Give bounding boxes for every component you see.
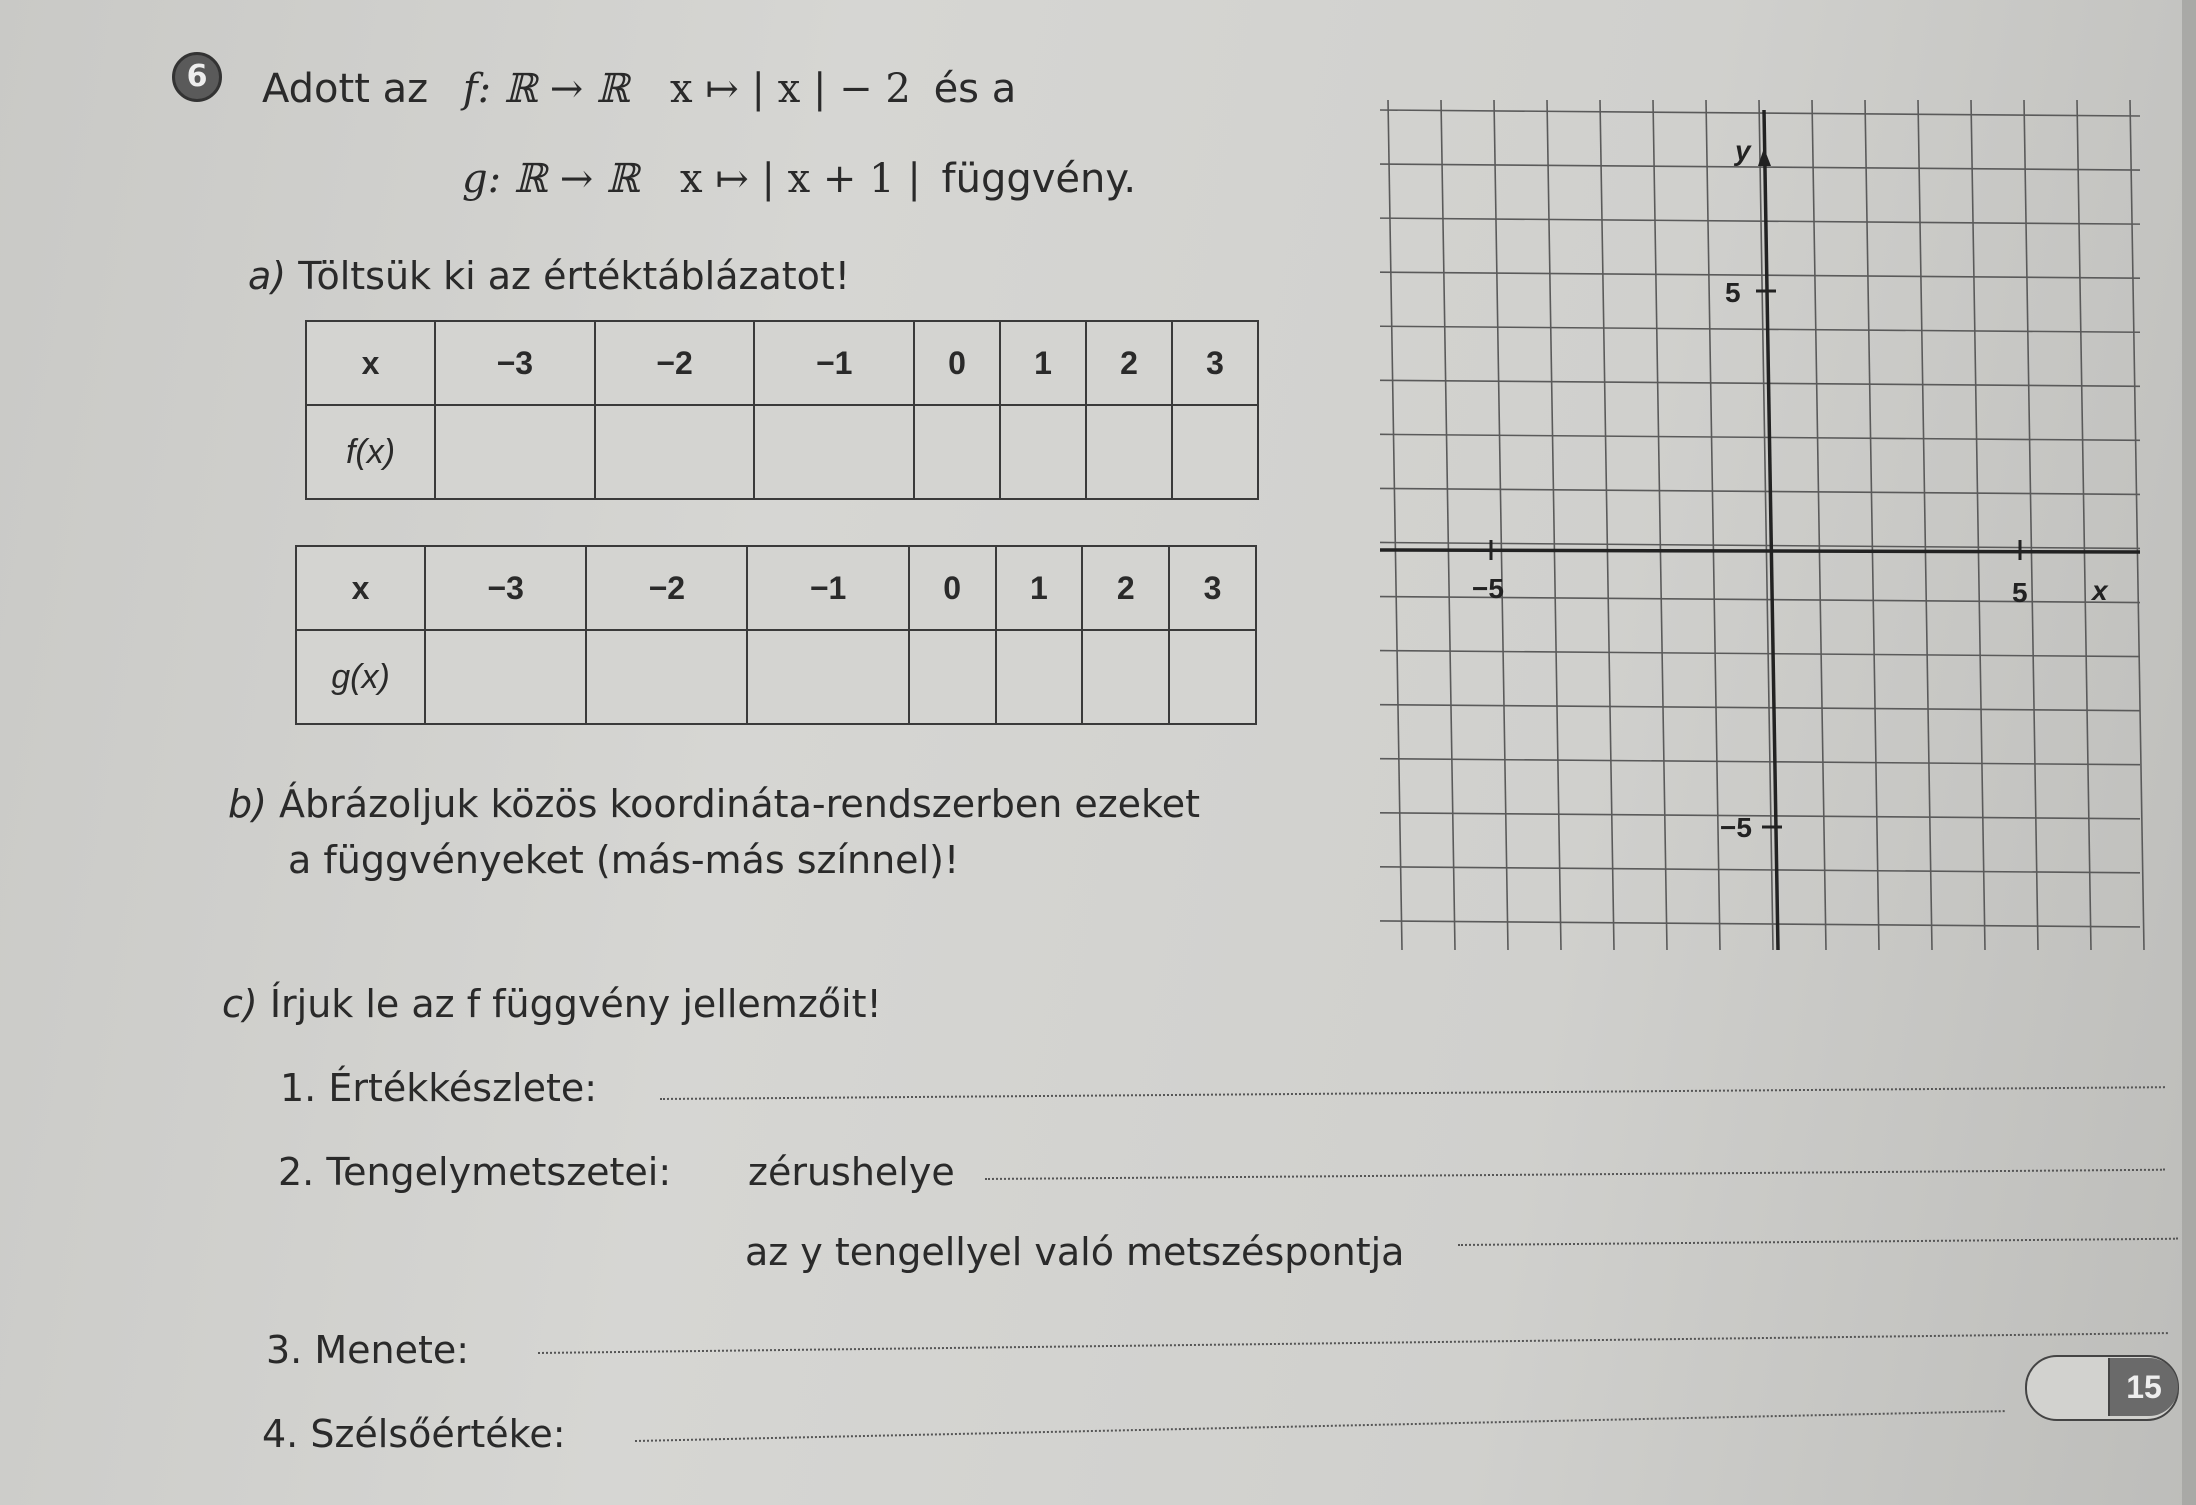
grid-vertical-line [1494, 100, 1508, 950]
item-intercepts-label: 2. Tengelymetszetei: [278, 1150, 672, 1194]
part-b-line-1 [228, 782, 1200, 826]
grid-horizontal-line [1380, 326, 2140, 332]
answer-line-extremum[interactable] [635, 1410, 2005, 1442]
table-g-header-cell: −1 [747, 546, 908, 630]
table-f-value-cell[interactable] [1000, 405, 1086, 499]
exercise-line-1 [262, 66, 1016, 112]
grid-vertical-line [1388, 100, 1402, 950]
table-g-header-cell: −2 [586, 546, 747, 630]
grid-horizontal-line [1380, 921, 2140, 927]
grid-horizontal-line [1380, 759, 2140, 765]
table-g-header-cell: 0 [909, 546, 996, 630]
line2-func: g: ℝ → ℝ [462, 156, 640, 202]
answer-line-y-intercept[interactable] [1458, 1238, 2178, 1246]
grid-vertical-line [1706, 100, 1720, 950]
table-g-header-cell: 1 [996, 546, 1083, 630]
table-g-value-cell[interactable] [1169, 630, 1256, 724]
grid-horizontal-line [1380, 380, 2140, 386]
table-f-value-cell[interactable] [595, 405, 755, 499]
table-f-header-x: x [306, 321, 435, 405]
table-f-header-cell: −1 [754, 321, 914, 405]
exercise-number-badge: 6 [172, 52, 222, 102]
grid-horizontal-line [1380, 488, 2140, 494]
item-extremum-label: 4. Szélsőértéke: [262, 1412, 566, 1456]
table-g-value-cell[interactable] [909, 630, 996, 724]
table-g-header-x: x [296, 546, 425, 630]
table-g-value-cell[interactable] [586, 630, 747, 724]
y-axis-label: y [1735, 135, 1751, 166]
line1-suffix: és a [933, 66, 1017, 112]
grid-vertical-line [2024, 100, 2038, 950]
grid-vertical-line [1441, 100, 1455, 950]
table-f-value-cell[interactable] [754, 405, 914, 499]
line1-func: f: ℝ → ℝ [462, 66, 630, 112]
item-monotonicity-label: 3. Menete: [266, 1328, 470, 1372]
grid-horizontal-line [1380, 542, 2140, 548]
table-f-header-cell: 1 [1000, 321, 1086, 405]
part-a-label: a) [248, 254, 287, 298]
line2-rule: x ↦ | x + 1 | [679, 156, 921, 202]
x-axis [1380, 550, 2140, 552]
x-tick-5: 5 [2012, 577, 2028, 608]
x-axis-label: x [2092, 575, 2108, 606]
table-f-row-label: f(x) [306, 405, 435, 499]
table-f-header-cell: −3 [435, 321, 595, 405]
page-number: 15 [2108, 1358, 2178, 1416]
exercise-line-2 [462, 156, 1136, 202]
grid-vertical-line [1971, 100, 1985, 950]
table-g-value-cell[interactable] [996, 630, 1083, 724]
table-f-value-cell[interactable] [1172, 405, 1258, 499]
answer-line-value-range[interactable] [660, 1086, 2165, 1100]
item-value-range-label: 1. Értékkészlete: [280, 1066, 598, 1110]
grid-vertical-line [2077, 100, 2091, 950]
part-b-line-2: a függvényeket (más-más színnel)! [288, 838, 960, 882]
table-g-header-cell: 2 [1082, 546, 1169, 630]
y-tick-neg5: −5 [1720, 812, 1752, 843]
part-c-label: c) [222, 982, 258, 1026]
grid-vertical-line [1918, 100, 1932, 950]
part-c-text: Írjuk le az f függvény jellemzőit! [269, 982, 882, 1026]
grid-vertical-line [2130, 100, 2144, 950]
grid-horizontal-line [1380, 651, 2140, 657]
table-f-header-cell: 3 [1172, 321, 1258, 405]
table-g-row-label: g(x) [296, 630, 425, 724]
value-table-f [305, 320, 1259, 500]
x-tick-neg5: −5 [1472, 573, 1504, 604]
value-table-g [295, 545, 1257, 725]
grid-horizontal-line [1380, 867, 2140, 873]
coordinate-grid [1380, 100, 2160, 960]
item-zero-label: zérushelye [748, 1150, 955, 1194]
line1-prefix: Adott az [262, 66, 429, 112]
grid-horizontal-line [1380, 705, 2140, 711]
table-f-value-cell[interactable] [1086, 405, 1172, 499]
line1-rule: x ↦ | x | − 2 [670, 66, 911, 112]
answer-line-monotonicity[interactable] [538, 1332, 2168, 1354]
table-f-value-cell[interactable] [914, 405, 1000, 499]
line2-suffix: függvény. [941, 156, 1137, 202]
table-g-header-cell: 3 [1169, 546, 1256, 630]
part-b-text-1: Ábrázoljuk közös koordináta-rendszerben ezeket [279, 782, 1200, 826]
grid-horizontal-line [1380, 813, 2140, 819]
part-a-text: Töltsük ki az értéktáblázatot! [298, 254, 851, 298]
page-edge [2182, 0, 2196, 1505]
part-c-prompt [222, 982, 882, 1026]
table-g-header-cell: −3 [425, 546, 586, 630]
grid-horizontal-line [1380, 272, 2140, 278]
part-a-prompt [248, 254, 850, 298]
table-g-value-cell[interactable] [1082, 630, 1169, 724]
table-f-header-cell: −2 [595, 321, 755, 405]
grid-vertical-line [1865, 100, 1879, 950]
table-f-header-cell: 2 [1086, 321, 1172, 405]
grid-vertical-line [1653, 100, 1667, 950]
table-f-header-cell: 0 [914, 321, 1000, 405]
part-b-label: b) [228, 782, 267, 826]
answer-line-zero[interactable] [985, 1169, 2165, 1180]
grid-vertical-line [1600, 100, 1614, 950]
grid-vertical-line [1547, 100, 1561, 950]
table-f-value-cell[interactable] [435, 405, 595, 499]
item-y-intercept-label: az y tengellyel való metszéspontja [745, 1230, 1405, 1274]
table-g-value-cell[interactable] [747, 630, 908, 724]
grid-vertical-line [1812, 100, 1826, 950]
table-g-value-cell[interactable] [425, 630, 586, 724]
y-tick-5: 5 [1725, 277, 1741, 308]
grid-horizontal-line [1380, 434, 2140, 440]
